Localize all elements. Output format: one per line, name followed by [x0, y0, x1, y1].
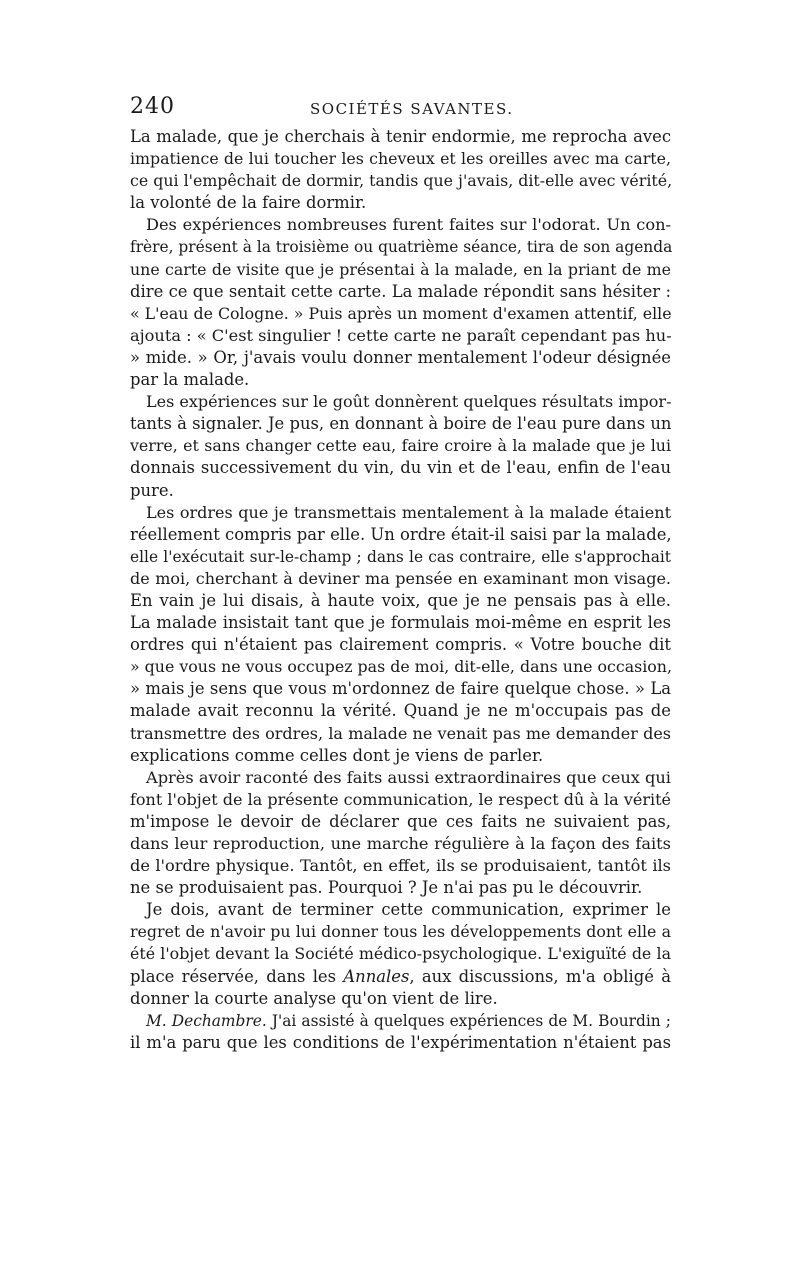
text-line: La malade, que je cherchais à tenir endormie, me reprocha avec	[130, 127, 671, 146]
text-line: dire ce que sentait cette carte. La malade répondit sans hésiter :	[130, 281, 671, 301]
text-line: En vain je lui disais, à haute voix, que je ne pensais pas à elle.	[130, 590, 671, 610]
text-line: impatience de lui toucher les cheveux et les oreilles avec ma carte,	[130, 149, 671, 169]
text-line: font l'objet de la présente communication, le respect dû à la vérité	[130, 789, 671, 809]
text-line: Des expériences nombreuses furent faites sur l'odorat. Un con-	[146, 215, 671, 235]
text-line: explications comme celles dont je viens de parler.	[130, 745, 544, 765]
text-line: dans leur reproduction, une marche régulière à la façon des faits	[130, 834, 671, 853]
text-line: verre, et sans changer cette eau, faire croire à la malade que je lui	[130, 436, 671, 456]
text-line: ordres qui n'étaient pas clairement compris. « Votre bouche dit	[130, 635, 671, 655]
text-line: » mais je sens que vous m'ordonnez de faire quelque chose. » La	[130, 679, 671, 699]
italic-text: M. Dechambre.	[146, 1011, 267, 1030]
text-line: été l'objet devant la Société médico-psychologique. L'exiguïté de la	[130, 944, 671, 964]
text-line: elle l'exécutait sur-le-champ ; dans le cas contraire, elle s'approchait	[130, 547, 671, 566]
text-line: La malade insistait tant que je formulais moi-même en esprit les	[130, 613, 671, 633]
text-line: réellement compris par elle. Un ordre était-il saisi par la malade,	[130, 524, 672, 544]
text-line: Les expériences sur le goût donnèrent quelques résultats impor-	[146, 392, 672, 412]
text-line: Après avoir raconté des faits aussi extraordinaires que ceux qui	[146, 767, 671, 787]
text-line: de moi, cherchant à deviner ma pensée en examinant mon visage.	[130, 568, 671, 588]
text-line: par la malade.	[130, 370, 250, 390]
text-line: ne se produisaient pas. Pourquoi ? Je n'ai pas pu le découvrir.	[130, 878, 643, 898]
text-line: ajouta : « C'est singulier ! cette carte ne paraît cependant pas hu-	[130, 325, 672, 345]
text-line: Je dois, avant de terminer cette communication, exprimer le	[146, 900, 671, 920]
italic-text: Annales	[343, 966, 410, 986]
text-line: regret de n'avoir pu lui donner tous les développements dont elle a	[130, 922, 671, 942]
text-line: Les ordres que je transmettais mentalement à la malade étaient	[146, 502, 671, 522]
page-number: 240	[130, 94, 175, 119]
text-line: » que vous ne vous occupez pas de moi, dit-elle, dans une occasion,	[130, 657, 672, 677]
text-line: donner la courte analyse qu'on vient de lire.	[130, 988, 498, 1008]
text-line: une carte de visite que je présentai à la malade, en la priant de me	[130, 259, 671, 279]
text-line: tants à signaler. Je pus, en donnant à boire de l'eau pure dans un	[130, 414, 672, 434]
text-line: la volonté de la faire dormir.	[130, 193, 367, 213]
text-line: frère, présent à la troisième ou quatrième séance, tira de son agenda	[130, 238, 673, 257]
text-line: M. Dechambre. J'ai assisté à quelques expériences de M. Bourdin ;	[146, 1011, 671, 1030]
text-line: place réservée, dans les Annales, aux discussions, m'a obligé à	[130, 966, 671, 986]
text-line: m'impose le devoir de déclarer que ces faits ne suivaient pas,	[130, 811, 671, 831]
text-line: « L'eau de Cologne. » Puis après un moment d'examen attentif, elle	[130, 303, 672, 323]
text-line: donnais successivement du vin, du vin et de l'eau, enfin de l'eau	[130, 458, 671, 478]
text-line: malade avait reconnu la vérité. Quand je ne m'occupais pas de	[130, 701, 671, 721]
text-line: de l'ordre physique. Tantôt, en effet, ils se produisaient, tantôt ils	[130, 856, 671, 876]
header-title: SOCIÉTÉS SAVANTES.	[310, 100, 514, 118]
body-text	[130, 126, 671, 1054]
text-line: pure.	[130, 480, 174, 500]
text-line: il m'a paru que les conditions de l'expérimentation n'étaient pas	[130, 1032, 671, 1052]
text-line: transmettre des ordres, la malade ne venait pas me demander des	[130, 723, 671, 743]
running-head	[130, 94, 670, 120]
text-line: » mide. » Or, j'avais voulu donner mentalement l'odeur désignée	[130, 347, 671, 367]
text-line: ce qui l'empêchait de dormir, tandis que j'avais, dit-elle avec vérité,	[130, 171, 673, 191]
